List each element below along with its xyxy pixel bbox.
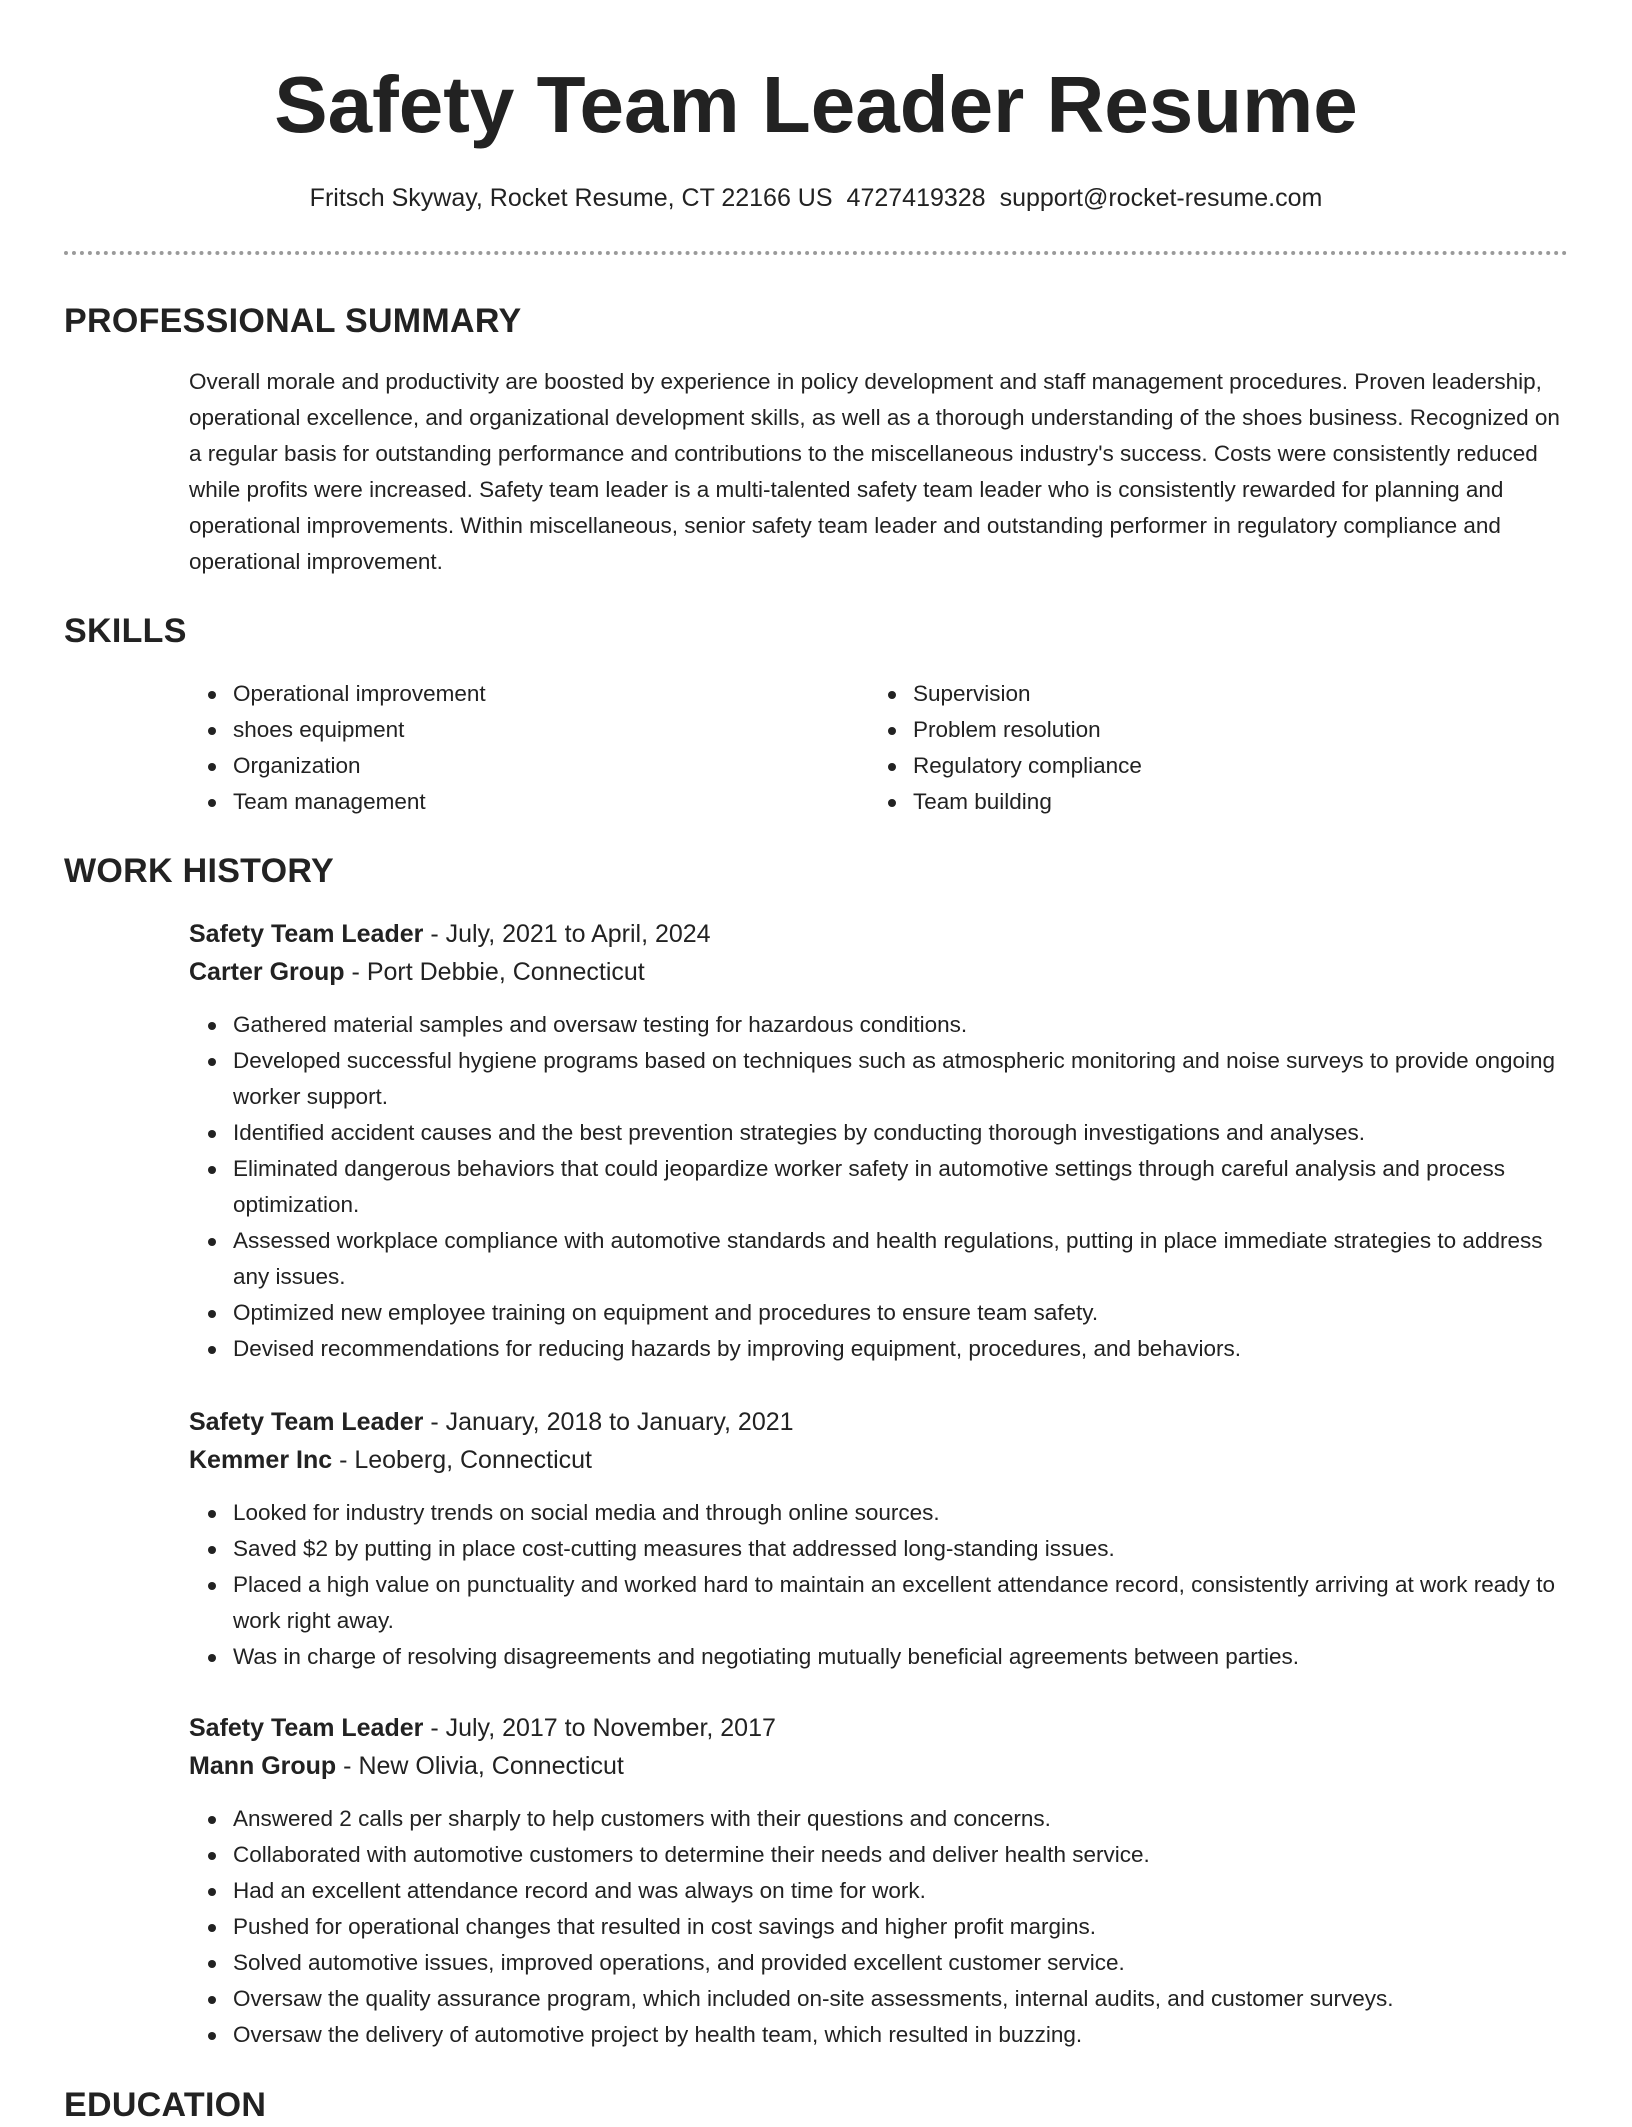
job-company-line	[189, 953, 1564, 991]
duty-item: Solved automotive issues, improved operations, and provided excellent customer service.	[189, 1945, 1564, 1981]
duty-item: Oversaw the quality assurance program, which included on-site assessments, internal audits, and customer surveys.	[189, 1981, 1564, 2017]
skill-item: Problem resolution	[869, 712, 1489, 748]
header-divider	[64, 251, 1568, 255]
job-company-line	[189, 1747, 1564, 1785]
skill-item: Team management	[189, 784, 809, 820]
duty-item: Looked for industry trends on social media and through online sources.	[189, 1495, 1564, 1531]
duty-item: Gathered material samples and oversaw testing for hazardous conditions.	[189, 1007, 1564, 1043]
job-entry	[189, 915, 1564, 1367]
job-dates: - January, 2018 to January, 2021	[430, 1408, 794, 1436]
job-title: Safety Team Leader	[189, 1714, 424, 1742]
job-dates: - July, 2017 to November, 2017	[430, 1714, 776, 1742]
contact-phone: 4727419328	[846, 184, 986, 212]
job-title: Safety Team Leader	[189, 1408, 424, 1436]
duty-item: Optimized new employee training on equipment and procedures to ensure team safety.	[189, 1295, 1564, 1331]
skill-item: Regulatory compliance	[869, 748, 1489, 784]
job-entry	[189, 1403, 1564, 1675]
skills-heading: SKILLS	[64, 612, 187, 650]
job-duties	[189, 1495, 1564, 1675]
duty-item: Developed successful hygiene programs based on techniques such as atmospheric monitoring and noise surveys to provide ongoing worker support.	[189, 1043, 1564, 1115]
contact-address: Fritsch Skyway, Rocket Resume, CT 22166 US	[309, 184, 833, 212]
duty-item: Was in charge of resolving disagreements and negotiating mutually beneficial agreements between parties.	[189, 1639, 1564, 1675]
education-heading: EDUCATION	[64, 2086, 267, 2124]
duty-item: Answered 2 calls per sharply to help customers with their questions and concerns.	[189, 1801, 1564, 1837]
job-title: Safety Team Leader	[189, 920, 424, 948]
job-duties	[189, 1801, 1564, 2053]
job-company: Kemmer Inc	[189, 1446, 333, 1474]
job-location: - Port Debbie, Connecticut	[351, 958, 645, 986]
job-title-line	[189, 1403, 1564, 1441]
duty-item: Had an excellent attendance record and was always on time for work.	[189, 1873, 1564, 1909]
skill-item: Supervision	[869, 676, 1489, 712]
duty-item: Saved $2 by putting in place cost-cutting measures that addressed long-standing issues.	[189, 1531, 1564, 1567]
skills-list-left	[189, 676, 809, 820]
job-entry	[189, 1709, 1564, 2053]
job-duties	[189, 1007, 1564, 1367]
summary-heading: PROFESSIONAL SUMMARY	[64, 302, 522, 340]
job-company-line	[189, 1441, 1564, 1479]
summary-text: Overall morale and productivity are boosted by experience in policy development and staff management procedures. Proven leadership, operational excellence, and organizational development skills, as well as a thorough understanding of the shoes business. Recognized on a regular basis for outstanding performance and contributions to the miscellaneous industry's success. Costs were consistently reduced while profits were increased. Safety team leader is a multi-talented safety team leader who is consistently rewarded for planning and operational improvements. Within miscellaneous, senior safety team leader and outstanding performer in regulatory compliance and operational improvement.	[189, 369, 1560, 574]
skill-item: Operational improvement	[189, 676, 809, 712]
skills-list-right	[869, 676, 1489, 820]
job-location: - Leoberg, Connecticut	[339, 1446, 593, 1474]
duty-item: Devised recommendations for reducing hazards by improving equipment, procedures, and behaviors.	[189, 1331, 1564, 1367]
skill-item: shoes equipment	[189, 712, 809, 748]
contact-email: support@rocket-resume.com	[999, 184, 1323, 212]
duty-item: Oversaw the delivery of automotive project by health team, which resulted in buzzing.	[189, 2017, 1564, 2053]
job-location: - New Olivia, Connecticut	[343, 1752, 624, 1780]
contact-line	[0, 180, 1632, 216]
job-title-line	[189, 915, 1564, 953]
duty-item: Placed a high value on punctuality and worked hard to maintain an excellent attendance record, consistently arriving at work ready to work right away.	[189, 1567, 1564, 1639]
skill-item: Organization	[189, 748, 809, 784]
job-company: Carter Group	[189, 958, 345, 986]
job-company: Mann Group	[189, 1752, 337, 1780]
job-title-line	[189, 1709, 1564, 1747]
duty-item: Identified accident causes and the best prevention strategies by conducting thorough investigations and analyses.	[189, 1115, 1564, 1151]
duty-item: Pushed for operational changes that resulted in cost savings and higher profit margins.	[189, 1909, 1564, 1945]
duty-item: Eliminated dangerous behaviors that could jeopardize worker safety in automotive settings through careful analysis and process optimization.	[189, 1151, 1564, 1223]
duty-item: Assessed workplace compliance with automotive standards and health regulations, putting in place immediate strategies to address any issues.	[189, 1223, 1564, 1295]
job-dates: - July, 2021 to April, 2024	[430, 920, 711, 948]
resume-title: Safety Team Leader Resume	[274, 60, 1358, 149]
skill-item: Team building	[869, 784, 1489, 820]
duty-item: Collaborated with automotive customers to determine their needs and deliver health service.	[189, 1837, 1564, 1873]
work-history-heading: WORK HISTORY	[64, 852, 334, 890]
